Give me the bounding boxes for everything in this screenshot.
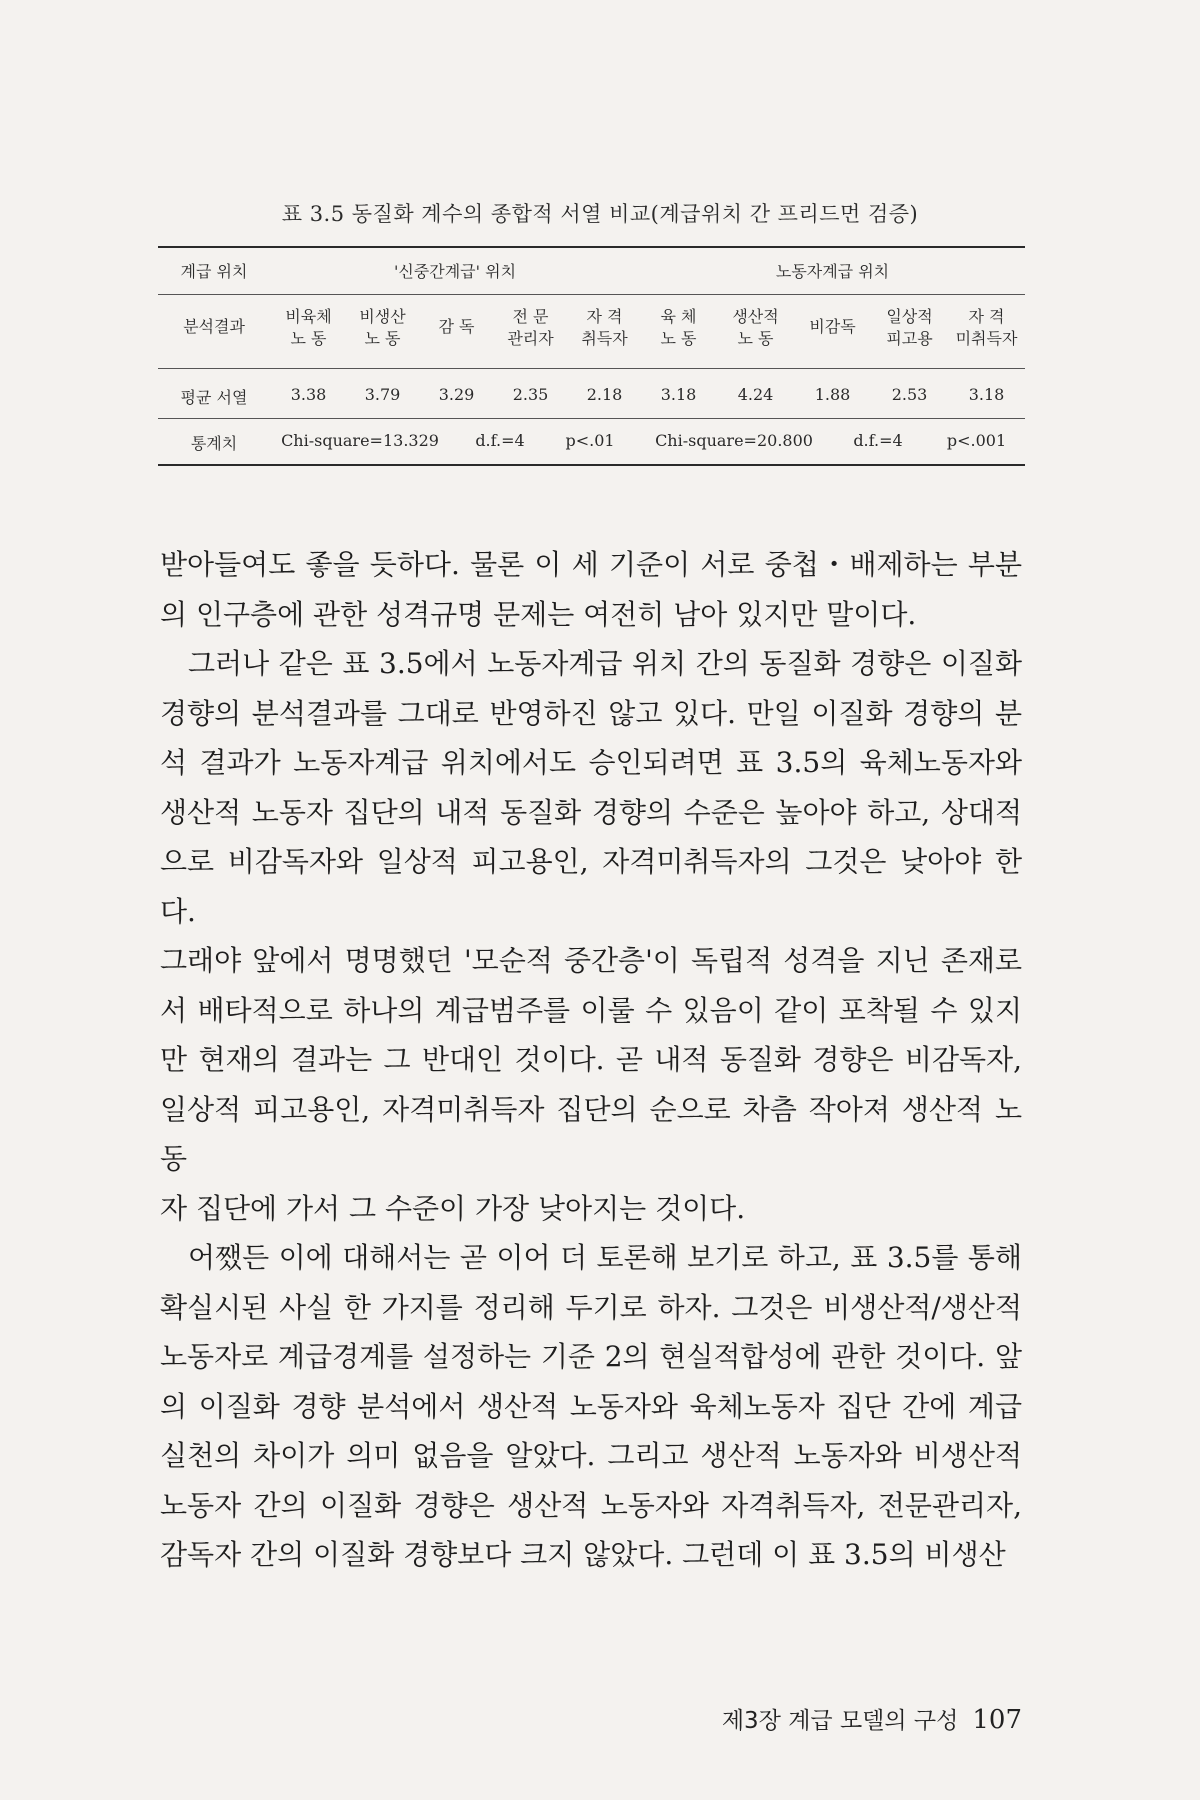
header-group-working: 노동자계급 위치: [775, 262, 890, 281]
line-text: 그래야 앞에서 명명했던 '모순적 중간층'이 독립적 성격을 지닌 존재로: [160, 944, 1022, 977]
line-text: 의 인구층에 관한 성격규명 문제는 여전히 남아 있지만 말이다.: [160, 597, 917, 631]
column-header-line-2: 관리자: [507, 329, 554, 348]
line-text: 자 집단에 가서 그 수준이 가장 낮아지는 것이다.: [160, 1191, 746, 1225]
mean-rank-value: 3.29: [438, 385, 475, 404]
mean-rank-value: 3.18: [660, 385, 697, 404]
mean-rank-value: 3.79: [364, 385, 401, 404]
header-analysis-label: 분석결과: [183, 317, 245, 336]
column-header: [717, 306, 794, 350]
text-line: [160, 1530, 1022, 1580]
column-header: [871, 306, 948, 350]
header-group-new-middle: '신중간계급' 위치: [393, 262, 517, 281]
mean-rank-value: 2.53: [891, 385, 928, 404]
page-number: 107: [972, 1705, 1022, 1735]
column-header-line-2: 노 동: [364, 329, 401, 348]
g1-p-value: p<.01: [565, 431, 615, 450]
column-header: [270, 306, 347, 350]
line-text: 만 현재의 결과는 그 반대인 것이다. 곧 내적 동질화 경향은 비감독자,: [160, 1043, 1022, 1076]
stat-label: 통계치: [190, 434, 238, 453]
column-header: [418, 316, 495, 338]
text-line: [160, 689, 1022, 739]
column-header: [794, 316, 871, 338]
line-text: 확실시된 사실 한 가지를 정리해 두기로 하자. 그것은 비생산적/생산적: [160, 1290, 1022, 1324]
column-header-line-1: 생산적: [732, 307, 779, 326]
column-header-line-1: 비생산: [359, 307, 406, 326]
header-location-label: 계급 위치: [180, 262, 248, 281]
g1-chi-square: Chi-square=13.329: [281, 431, 439, 450]
text-line: [160, 1233, 1022, 1283]
column-header-line-1: 전 문: [512, 307, 549, 326]
column-header-line-2: 노 동: [660, 329, 697, 348]
mean-rank-value: 4.24: [737, 385, 774, 404]
subheader-divider: [158, 368, 1025, 369]
paragraph-1: [160, 540, 1022, 639]
g2-df: d.f.=4: [853, 431, 903, 450]
column-header-line-2: 노 동: [737, 329, 774, 348]
line-text: 감독자 간의 이질화 경향보다 크지 않았다. 그런데 이 표 3.5의 비생산: [160, 1538, 1006, 1571]
column-header-line-2: 피고용: [886, 329, 933, 348]
line-text: 생산적 노동자 집단의 내적 동질화 경향의 수준은 높아야 하고, 상대적: [160, 795, 1022, 829]
line-text: 으로 비감독자와 일상적 피고용인, 자격미취득자의 그것은 낮아야 한다.: [160, 845, 1022, 928]
column-header: [640, 306, 717, 350]
text-line: [160, 936, 1022, 986]
column-header: [492, 306, 569, 350]
mean-rank-value: 1.88: [814, 385, 851, 404]
text-line: [160, 1382, 1022, 1432]
mean-rank-value: 3.18: [968, 385, 1005, 404]
text-line: [160, 1085, 1022, 1184]
column-header-line-2: 미취득자: [955, 329, 1018, 348]
paragraph-2: [160, 639, 1022, 1233]
mean-rank-label: 평균 서열: [180, 388, 248, 407]
line-text: 일상적 피고용인, 자격미취득자 집단의 순으로 차츰 작아져 생산적 노동: [160, 1092, 1022, 1175]
column-header-line-1: 자 격: [586, 307, 623, 326]
text-line: [160, 1332, 1022, 1382]
column-header: [344, 306, 421, 350]
page-footer: [600, 1702, 1022, 1735]
column-header-line-2: 취득자: [581, 329, 628, 348]
column-header-line-1: 일상적: [886, 307, 933, 326]
line-text: 그러나 같은 표 3.5에서 노동자계급 위치 간의 동질화 경향은 이질화: [188, 647, 1022, 680]
column-header: [948, 306, 1025, 350]
line-text: 경향의 분석결과를 그대로 반영하진 않고 있다. 만일 이질화 경향의 분: [160, 696, 1022, 730]
header-divider: [158, 294, 1025, 295]
text-line: [160, 837, 1022, 936]
column-header-line-1: 감 독: [438, 317, 475, 336]
text-line: [160, 1431, 1022, 1481]
text-line: [160, 738, 1022, 788]
line-text: 서 배타적으로 하나의 계급범주를 이룰 수 있음이 같이 포착될 수 있지: [160, 993, 1022, 1027]
chapter-title: 제3장 계급 모델의 구성: [721, 1708, 959, 1734]
text-line: [160, 1283, 1022, 1333]
mean-rank-value: 2.35: [512, 385, 549, 404]
text-line: [160, 639, 1022, 689]
text-line: [160, 788, 1022, 838]
g1-df: d.f.=4: [475, 431, 525, 450]
mean-divider: [158, 418, 1025, 419]
table-caption: 표 3.5 동질화 계수의 종합적 서열 비교(계급위치 간 프리드먼 검증): [281, 202, 919, 226]
line-text: 노동자 간의 이질화 경향은 생산적 노동자와 자격취득자, 전문관리자,: [160, 1488, 1022, 1522]
g2-p-value: p<.001: [946, 431, 1007, 450]
column-header-line-1: 육 체: [660, 307, 697, 326]
line-text: 의 이질화 경향 분석에서 생산적 노동자와 육체노동자 집단 간에 계급: [160, 1389, 1022, 1423]
column-header-line-1: 비육체: [285, 307, 332, 326]
column-header-line-2: 노 동: [290, 329, 327, 348]
line-text: 노동자로 계급경계를 설정하는 기준 2의 현실적합성에 관한 것이다. 앞: [160, 1340, 1022, 1373]
line-text: 석 결과가 노동자계급 위치에서도 승인되려면 표 3.5의 육체노동자와: [160, 746, 1022, 779]
table-top-rule: [158, 246, 1025, 248]
text-line: [160, 1035, 1022, 1085]
table-bottom-rule: [158, 464, 1025, 466]
text-line: [160, 986, 1022, 1036]
mean-rank-value: 2.18: [586, 385, 623, 404]
column-header-line-1: 자 격: [968, 307, 1005, 326]
paragraph-3: [160, 1233, 1022, 1580]
text-line: [160, 1481, 1022, 1531]
mean-rank-value: 3.38: [290, 385, 327, 404]
text-line: [160, 590, 1022, 640]
body-text: [160, 540, 1022, 1580]
text-line: [160, 1184, 1022, 1234]
line-text: 실천의 차이가 의미 없음을 알았다. 그리고 생산적 노동자와 비생산적: [160, 1439, 1022, 1472]
column-header: [566, 306, 643, 350]
line-text: 받아들여도 좋을 듯하다. 물론 이 세 기준이 서로 중첩・배제하는 부분: [160, 548, 1022, 581]
text-line: [160, 540, 1022, 590]
g2-chi-square: Chi-square=20.800: [655, 431, 813, 450]
line-text: 어쨌든 이에 대해서는 곧 이어 더 토론해 보기로 하고, 표 3.5를 통해: [188, 1241, 1022, 1274]
column-header-line-1: 비감독: [809, 317, 856, 336]
